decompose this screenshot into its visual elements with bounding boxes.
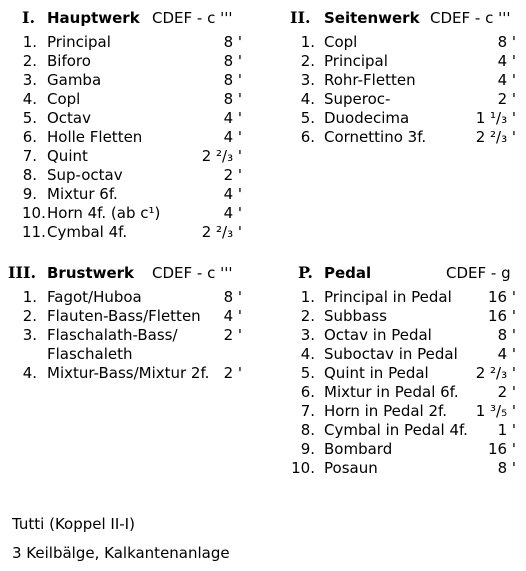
- stop-row: [290, 307, 518, 326]
- stop-name: Horn 4f. (ab c¹): [47, 204, 161, 222]
- stop-name: Bombard: [324, 440, 393, 458]
- stop-name: Sup-octav: [47, 166, 123, 184]
- stop-row: [290, 128, 518, 147]
- stop-number: 4.: [300, 345, 315, 363]
- stop-row: [290, 421, 518, 440]
- stop-pitch: 2 ': [223, 166, 242, 184]
- stop-name: Gamba: [47, 71, 102, 89]
- division-heading: [8, 263, 242, 283]
- stop-name: Quint in Pedal: [324, 364, 429, 382]
- stop-row: [22, 128, 242, 147]
- stop-pitch: 2 ': [223, 364, 242, 382]
- division-name: Seitenwerk: [324, 9, 420, 27]
- division-name: Brustwerk: [47, 264, 135, 282]
- stop-row: [290, 345, 518, 364]
- division-pedal: [290, 263, 518, 478]
- stop-pitch: 2 ²/₃ ': [475, 128, 516, 146]
- stop-list: [22, 33, 242, 242]
- stop-pitch: 4 ': [497, 345, 516, 363]
- stop-pitch: 2 ': [497, 90, 516, 108]
- division-compass: CDEF - c ''': [152, 9, 233, 27]
- stop-number: 3.: [22, 71, 37, 89]
- stop-number: 5.: [22, 109, 37, 127]
- stop-list: [8, 288, 242, 383]
- stop-pitch: 1 ³/₅ ': [475, 402, 516, 420]
- stop-row: [290, 52, 518, 71]
- stop-row: [22, 90, 242, 109]
- stop-number: 2.: [300, 52, 315, 70]
- stop-name: Octav in Pedal: [324, 326, 432, 344]
- stop-pitch: 8 ': [497, 326, 516, 344]
- stop-name: Fagot/Huboa: [47, 288, 142, 306]
- stop-number: 7.: [22, 147, 37, 165]
- division-brustwerk: [8, 263, 242, 383]
- stop-name: Mixtur in Pedal 6f.: [324, 383, 459, 401]
- notes: [12, 510, 230, 568]
- stop-list: [290, 288, 518, 478]
- stop-number: 6.: [300, 383, 315, 401]
- stop-row: [22, 185, 242, 204]
- stop-number: 8.: [300, 421, 315, 439]
- stop-number: 3.: [300, 326, 315, 344]
- stop-pitch: 2 ²/₃ ': [201, 147, 242, 165]
- stop-pitch: 2 ': [497, 383, 516, 401]
- coupler-note: Tutti (Koppel II-I): [12, 515, 135, 533]
- stop-number: 2.: [22, 307, 37, 325]
- stop-row: [8, 364, 242, 383]
- stop-row: [8, 288, 242, 307]
- stop-pitch: 4 ': [223, 204, 242, 222]
- stop-pitch: 4 ': [223, 128, 242, 146]
- stop-row: [290, 402, 518, 421]
- stop-number: 4.: [22, 90, 37, 108]
- stop-pitch: 16 ': [488, 440, 516, 458]
- stop-number: 3.: [22, 326, 37, 344]
- stop-row: [22, 204, 242, 223]
- stop-pitch: 8 ': [223, 33, 242, 51]
- stop-name: Flaschalath-Bass/ Flaschaleth: [47, 326, 178, 363]
- stop-name: Principal: [47, 33, 111, 51]
- stop-row: [22, 52, 242, 71]
- stop-number: 9.: [22, 185, 37, 203]
- stop-pitch: 8 ': [223, 52, 242, 70]
- stop-row: [290, 364, 518, 383]
- stop-name: Mixtur-Bass/Mixtur 2f.: [47, 364, 210, 382]
- stop-number: 9.: [300, 440, 315, 458]
- stop-pitch: 4 ': [223, 185, 242, 203]
- stop-row: [290, 109, 518, 128]
- stop-number: 1.: [300, 33, 315, 51]
- stop-name: Cornettino 3f.: [324, 128, 427, 146]
- stop-number: 11.: [22, 223, 46, 241]
- stop-name: Quint: [47, 147, 88, 165]
- stop-number: 5.: [300, 364, 315, 382]
- stop-name: Suboctav in Pedal: [324, 345, 458, 363]
- stop-pitch: 4 ': [497, 52, 516, 70]
- stop-row: [290, 71, 518, 90]
- stop-row: [8, 326, 242, 364]
- stop-pitch: 4 ': [223, 307, 242, 325]
- stop-name: Superoc-: [324, 90, 391, 108]
- stop-row: [8, 307, 242, 326]
- division-numeral: II.: [290, 8, 311, 27]
- stop-name: Cymbal 4f.: [47, 223, 128, 241]
- stop-row: [290, 90, 518, 109]
- stop-name: Copl: [47, 90, 81, 108]
- stop-name: Horn in Pedal 2f.: [324, 402, 447, 420]
- stop-pitch: 8 ': [223, 288, 242, 306]
- division-compass: CDEF - c ''': [430, 9, 511, 27]
- stop-name: Subbass: [324, 307, 387, 325]
- stop-number: 1.: [22, 33, 37, 51]
- division-compass: CDEF - c ''': [152, 264, 233, 282]
- stop-number: 8.: [22, 166, 37, 184]
- stop-name: Biforo: [47, 52, 91, 70]
- stop-row: [290, 459, 518, 478]
- stop-pitch: 1 ¹/₃ ': [475, 109, 516, 127]
- stop-number: 4.: [300, 90, 315, 108]
- stop-pitch: 16 ': [488, 307, 516, 325]
- stop-name: Rohr-Fletten: [324, 71, 416, 89]
- division-hauptwerk: [22, 8, 242, 242]
- division-heading: [22, 8, 242, 28]
- stop-name: Posaun: [324, 459, 378, 477]
- division-numeral: III.: [8, 263, 37, 282]
- stop-name: Principal: [324, 52, 388, 70]
- stop-number: 6.: [300, 128, 315, 146]
- division-seitenwerk: [290, 8, 518, 147]
- division-heading: [290, 263, 518, 283]
- stop-name: Flauten-Bass/Fletten: [47, 307, 201, 325]
- stop-number: 7.: [300, 402, 315, 420]
- stop-pitch: 4 ': [223, 109, 242, 127]
- stop-pitch: 2 ²/₃ ': [475, 364, 516, 382]
- division-numeral: P.: [298, 263, 313, 282]
- stop-pitch: 8 ': [223, 90, 242, 108]
- stop-row: [290, 33, 518, 52]
- stop-number: 4.: [22, 364, 37, 382]
- stop-pitch: 2 ': [223, 326, 242, 344]
- stop-number: 6.: [22, 128, 37, 146]
- stop-row: [22, 109, 242, 128]
- stop-pitch: 16 ': [488, 288, 516, 306]
- stop-name: Duodecima: [324, 109, 410, 127]
- stop-row: [22, 71, 242, 90]
- stop-pitch: 8 ': [223, 71, 242, 89]
- division-numeral: I.: [22, 8, 36, 27]
- stop-row: [290, 326, 518, 345]
- stop-number: 2.: [300, 307, 315, 325]
- stop-row: [290, 288, 518, 307]
- stop-row: [290, 440, 518, 459]
- stop-pitch: 1 ': [497, 421, 516, 439]
- stop-number: 1.: [300, 288, 315, 306]
- stop-number: 1.: [22, 288, 37, 306]
- stop-number: 10.: [291, 459, 315, 477]
- division-name: Hauptwerk: [47, 9, 140, 27]
- division-heading: [290, 8, 518, 28]
- stop-pitch: 2 ²/₃ ': [201, 223, 242, 241]
- stop-number: 3.: [300, 71, 315, 89]
- stop-list: [290, 33, 518, 147]
- stop-row: [22, 33, 242, 52]
- division-name: Pedal: [324, 264, 372, 282]
- stop-name: Cymbal in Pedal 4f.: [324, 421, 468, 439]
- stop-row: [22, 166, 242, 185]
- stop-number: 2.: [22, 52, 37, 70]
- stop-number: 5.: [300, 109, 315, 127]
- stop-name: Holle Fletten: [47, 128, 143, 146]
- stop-pitch: 4 ': [497, 71, 516, 89]
- stop-name: Copl: [324, 33, 358, 51]
- stop-row: [22, 147, 242, 166]
- stop-row: [22, 223, 242, 242]
- division-compass: CDEF - g: [446, 264, 511, 282]
- stop-pitch: 8 ': [497, 33, 516, 51]
- stop-row: [290, 383, 518, 402]
- stop-name: Principal in Pedal: [324, 288, 452, 306]
- stop-name: Octav: [47, 109, 92, 127]
- stop-name: Mixtur 6f.: [47, 185, 118, 203]
- stop-pitch: 8 ': [497, 459, 516, 477]
- bellows-note: 3 Keilbälge, Kalkantenanlage: [12, 544, 230, 562]
- stop-number: 10.: [22, 204, 46, 222]
